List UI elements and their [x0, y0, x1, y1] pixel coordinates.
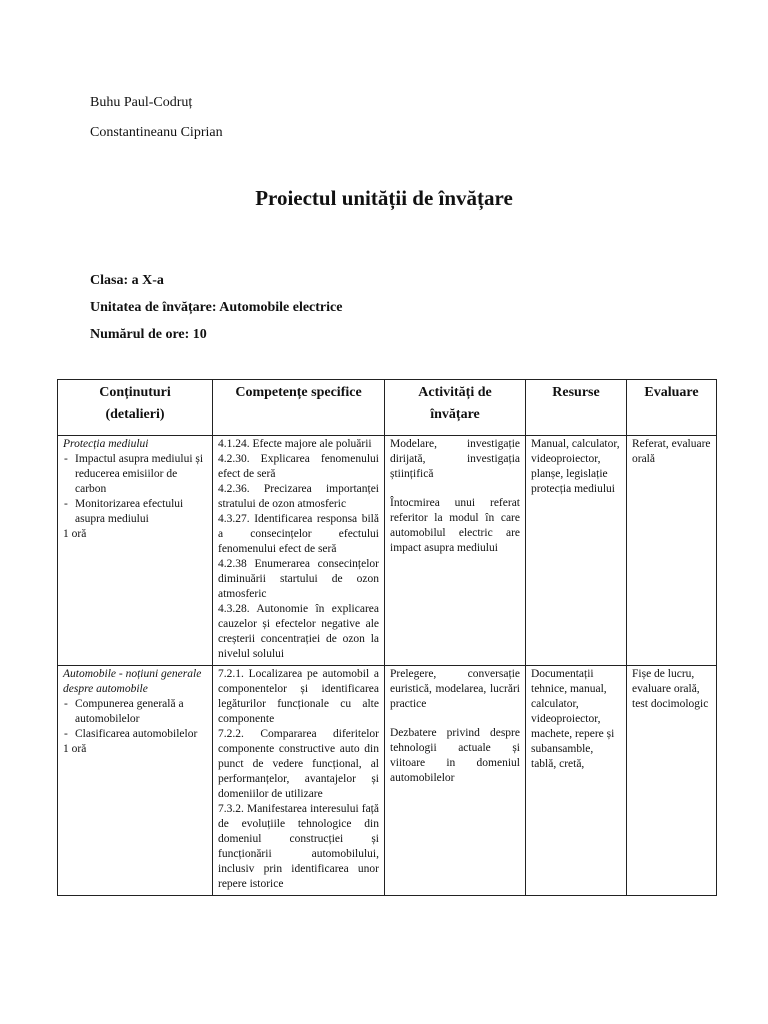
hours-label: 1 oră	[63, 528, 87, 540]
content-cell	[58, 666, 213, 896]
competence-item: 4.3.27. Identificarea responsa bilă a consecințelor efectului fenomenului efect de seră	[218, 513, 379, 555]
activity-item: Dezbatere privind despre tehnologii actuale și viitoare in domeniul automobilelor	[390, 727, 520, 784]
competences-cell	[213, 666, 385, 896]
meta-unit: Unitatea de învățare: Automobile electrice	[90, 300, 343, 315]
activities-cell	[385, 666, 526, 896]
content-cell	[58, 436, 213, 666]
header-activities-line1: Activități de	[418, 385, 492, 400]
header-activities	[385, 380, 526, 436]
header-content-line1: Conținuturi	[99, 385, 171, 400]
header-competences: Competențe specifice	[213, 380, 385, 436]
activity-item: Modelare, investigație dirijată, investigația științifică	[390, 438, 520, 480]
topic-title: Automobile - noțiuni generale despre automobile	[63, 668, 202, 695]
header-content	[58, 380, 213, 436]
learning-unit-table	[57, 379, 717, 896]
hours-label: 1 oră	[63, 743, 87, 755]
list-item: - Monitorizarea efectului asupra mediului	[63, 497, 207, 527]
competence-item: 7.2.2. Compararea diferitelor componente constructive auto din punct de vedere funcțional, al performanțelor, avantajelor și domeniilor de utilizare	[218, 728, 379, 800]
evaluation-cell: Fișe de lucru, evaluare orală, test docimologic	[627, 666, 717, 896]
competences-cell	[213, 436, 385, 666]
page-title: Proiectul unității de învățare	[255, 186, 513, 210]
meta-class: Clasa: a X-a	[90, 273, 164, 288]
list-item: - Compunerea generală a automobilelor	[63, 697, 207, 727]
header-resources: Resurse	[526, 380, 627, 436]
resources-cell: Documentații tehnice, manual, calculator, videoproiector, machete, repere și subansamble, tablă, cretă,	[526, 666, 627, 896]
competence-item: 4.2.36. Precizarea importanței stratului de ozon atmosferic	[218, 483, 379, 510]
header-content-line2: (detalieri)	[105, 407, 165, 422]
list-item: - Impactul asupra mediului și reducerea emisiilor de carbon	[63, 452, 207, 497]
meta-hours: Numărul de ore: 10	[90, 327, 207, 342]
competence-item: 7.3.2. Manifestarea interesului față de evoluțiile tehnologice din domeniul construcției și funcționării automobilului, inclusiv prin identificarea unor repere istorice	[218, 803, 379, 890]
activities-cell	[385, 436, 526, 666]
competence-item: 7.2.1. Localizarea pe automobil a componentelor și identificarea legăturilor funcționale cu alte componente	[218, 668, 379, 725]
competence-item: 4.3.28. Autonomie în explicarea cauzelor și efectelor negative ale creșterii concentrației de ozon la nivelul solului	[218, 603, 379, 660]
resources-cell: Manual, calculator, videoproiector, planșe, legislație protecția mediului	[526, 436, 627, 666]
evaluation-cell: Referat, evaluare orală	[627, 436, 717, 666]
header-evaluation: Evaluare	[627, 380, 717, 436]
table-row	[58, 436, 717, 666]
table-row	[58, 666, 717, 896]
content-list	[63, 697, 207, 742]
competence-item: 4.2.30. Explicarea fenomenului efect de seră	[218, 453, 379, 480]
activity-item: Prelegere, conversație euristică, modelarea, lucrări practice	[390, 668, 520, 710]
content-list	[63, 452, 207, 527]
table-header-row	[58, 380, 717, 436]
competence-item: 4.1.24. Efecte majore ale poluării	[218, 438, 372, 450]
list-item: - Clasificarea automobilelor	[63, 727, 207, 742]
header-activities-line2: învățare	[430, 407, 480, 422]
competence-item: 4.2.38 Enumerarea consecințelor diminuării startului de ozon atmosferic	[218, 558, 379, 600]
topic-title: Protecția mediului	[63, 438, 149, 450]
author-name: Constantineanu Ciprian	[90, 125, 223, 140]
activity-item: Întocmirea unui referat referitor la modul în care automobilul electric are impact asupra mediului	[390, 497, 520, 554]
author-name: Buhu Paul-Codruț	[90, 95, 193, 110]
